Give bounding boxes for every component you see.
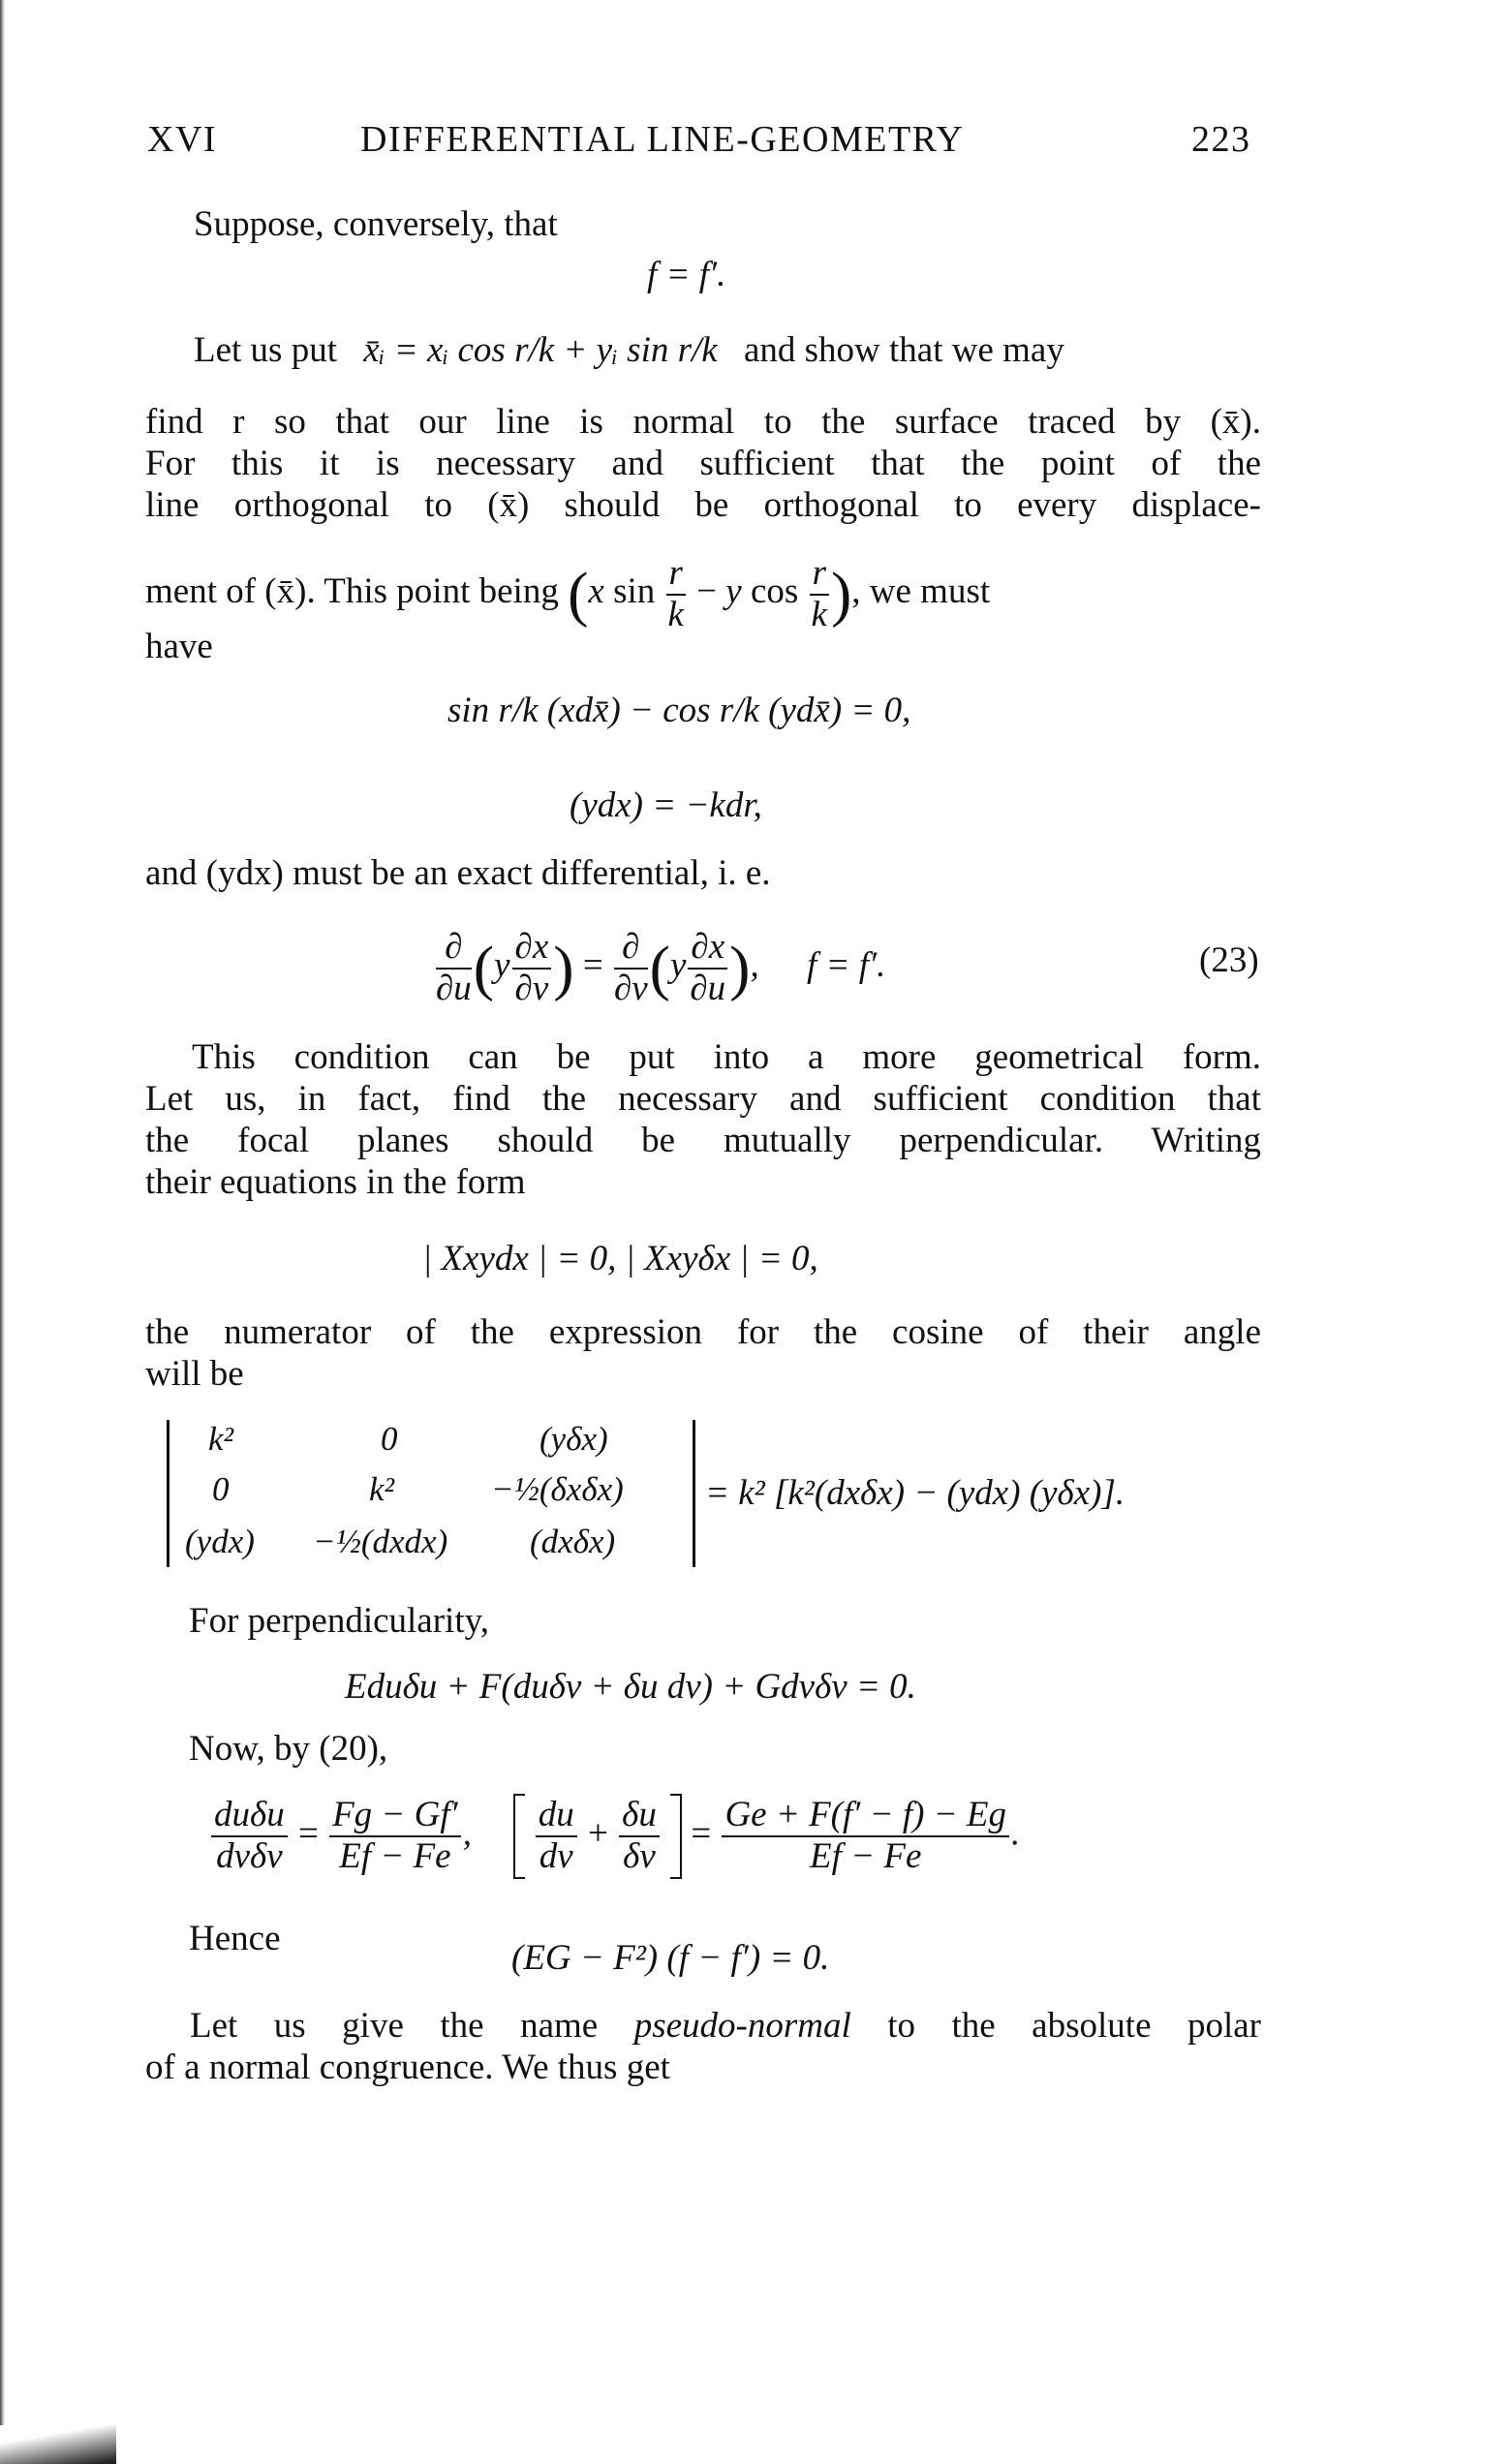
determinant-cell: (yδx) [539,1420,608,1458]
paragraph-intro: Suppose, conversely, that [194,204,558,244]
text-line: of a normal congruence. We thus get [145,2048,670,2087]
equation-23: $\frac{\partial}{\partial u}$ (y $\frac{\partial x}{\partial v}$ ) = $\frac{\partial}{\partial v}$ (y $\frac{\partial x}{\partial u}$ ), f = f′. [436,927,886,1008]
paragraph-orthogonal [145,401,1261,526]
chapter-numeral: XVI [147,119,218,160]
point-being-tail: , we must [851,571,991,612]
fraction: $\frac{Fg - Gf'}{Ef - Fe}$ [329,1796,461,1876]
text-line: line orthogonal to (x̄) should be orthogonal to every displace- [145,485,1261,525]
text-line: their equations in the form [145,1162,526,1202]
running-title: DIFFERENTIAL LINE-GEOMETRY [360,119,965,160]
page-corner-shadow [0,2425,116,2464]
text-line: For this it is necessary and sufficient that the point of the [145,444,1261,483]
text-line: the focal planes should be mutually perpendicular. Writing [145,1121,1261,1160]
page-number: 223 [1191,119,1251,160]
term-pseudo-normal: pseudo-normal [633,2006,851,2046]
text-line: will be [145,1354,244,1394]
determinant-cell: −½(dxdx) [313,1523,448,1560]
paragraph-geometrical-form [145,1036,1261,1203]
determinant-cell: 0 [212,1470,230,1508]
determinant-result: = k² [k²(dxδx) − (ydx) (yδx)]. [705,1473,1125,1513]
equation-number-23: (23) [1199,940,1259,980]
equation-by-20: $\frac{\text{duδu}}{\text{dvδv}}$ = $\frac{Fg - Gf'}{Ef - Fe}$ , $\frac{du}{dv}$ + $\frac{\delta u}{\delta v}$ = $\frac{Ge + F(f' - f) - Eg}{Ef - Fe}$ . [209,1794,1020,1879]
text-line: This condition can be put into a more geometrical form. [192,1037,1261,1077]
equation-xbar: x̄ᵢ = xᵢ cos r/k + yᵢ sin r/k [363,330,718,370]
fraction: $\frac{du}{dv}$ [536,1796,577,1876]
let-us-put-tail: and show that we may [743,330,1064,370]
determinant-cell: k² [208,1420,234,1458]
equation-sin-cos: sin r/k (xdx̄) − cos r/k (ydx̄) = 0, [447,691,911,730]
word-have: have [145,627,213,666]
point-being-lead: ment of (x̄). This point being [145,571,559,612]
paragraph-hence: Hence [189,1919,281,1958]
equation-23-tail: f = f′. [806,945,886,986]
let-us-put-text: Let us put [194,330,337,370]
page-edge-shadow [0,0,5,2464]
paragraph-pseudo-normal [145,2005,1261,2088]
paragraph-exact-differential: and (ydx) must be an exact differential, i. e. [145,853,771,893]
paragraph-point-being: ment of (x̄). This point being (x sin $\frac{r}{k}$ − y cos $\frac{r}{k}$ ), we must [145,553,991,634]
determinant-cell: (dxδx) [530,1523,616,1560]
paragraph-let-us-put [194,329,1064,372]
determinant-cell: (ydx) [185,1523,255,1560]
fraction-r-over-k: $\frac{r}{k}$ [811,553,827,634]
paragraph-now-by-20: Now, by (20), [189,1729,388,1769]
text-line: Let us, in fact, find the necessary and sufficient condition that [145,1079,1261,1119]
determinant-matrix [167,1420,695,1567]
equation-f-equals-fprime: f = f′. [647,255,726,294]
fraction-r-over-k: $\frac{r}{k}$ [667,553,684,634]
text-line-pseudo-normal: Let us give the name pseudo-normal to the absolute polar [190,2006,1262,2046]
text-line: the numerator of the expression for the cosine of their angle [145,1312,1261,1352]
determinant-cell: 0 [381,1420,398,1458]
fraction: $\frac{Ge + F(f' - f) - Eg}{Ef - Fe}$ [722,1796,1009,1876]
fraction: $\frac{\text{duδu}}{\text{dvδv}}$ [211,1796,288,1876]
determinant-cell: −½(δxδx) [491,1470,624,1508]
equation-perpendicularity: Eduδu + F(duδv + δu dv) + Gdvδv = 0. [345,1667,916,1707]
equation-focal-planes: | Xxydx | = 0, | Xxyδx | = 0, [422,1239,818,1278]
text-line: find r so that our line is normal to the surface traced by (x̄). [145,402,1261,442]
paragraph-perpendicularity: For perpendicularity, [189,1601,489,1641]
determinant-cell: k² [369,1470,395,1508]
equation-ydx-kdr: (ydx) = −kdr, [570,785,762,825]
equation-hence: (EG − F²) (f − f′) = 0. [511,1938,830,1978]
fraction: $\frac{\delta u}{\delta v}$ [619,1796,660,1876]
paragraph-numerator [145,1311,1261,1395]
